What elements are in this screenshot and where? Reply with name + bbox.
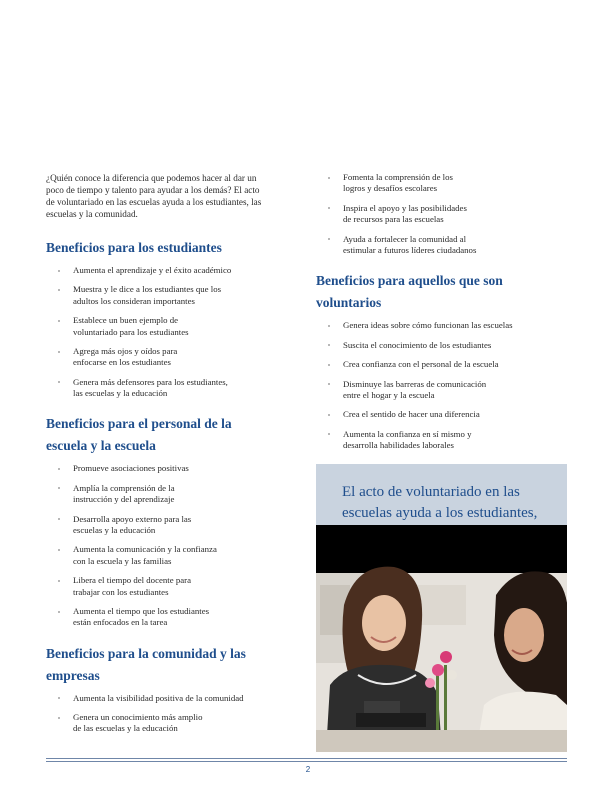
list-item: Agrega más ojos y oídos para enfocarse en los estudiantes xyxy=(46,346,270,369)
list-item: Suscita el conocimiento de los estudiantes xyxy=(316,340,568,351)
footer-rule-bottom xyxy=(46,761,567,762)
footer-rule-top xyxy=(46,758,567,759)
list-item: Genera ideas sobre cómo funcionan las escuelas xyxy=(316,320,568,331)
heading-staff: Beneficios para el personal de la escuela y la escuela xyxy=(46,416,232,454)
list-item: Muestra y le dice a los estudiantes que los adultos los consideran importantes xyxy=(46,284,270,307)
list-item: Aumenta el tiempo que los estudiantes están enfocados en la tarea xyxy=(46,606,270,629)
left-column xyxy=(46,172,270,749)
list-item: Libera el tiempo del docente para trabajar con los estudiantes xyxy=(46,575,270,598)
list-volunteers xyxy=(316,320,568,451)
list-item: Establece un buen ejemplo de voluntariado para los estudiantes xyxy=(46,315,270,338)
students-photo-illustration xyxy=(316,525,567,752)
list-item: Genera un conocimiento más amplio de las escuelas y la educación xyxy=(46,712,270,735)
list-item: Amplía la comprensión de la instrucción y del aprendizaje xyxy=(46,483,270,506)
list-item: Fomenta la comprensión de los logros y desafíos escolares xyxy=(316,172,568,195)
list-item: Promueve asociaciones positivas xyxy=(46,463,270,474)
list-community xyxy=(46,693,270,735)
pull-quote-panel xyxy=(316,464,567,525)
list-item: Aumenta la confianza en sí mismo y desarrolla habilidades laborales xyxy=(316,429,568,452)
list-item: Crea el sentido de hacer una diferencia xyxy=(316,409,568,420)
list-item: Disminuye las barreras de comunicación entre el hogar y la escuela xyxy=(316,379,568,402)
students-photo xyxy=(316,525,567,752)
heading-students: Beneficios para los estudiantes xyxy=(46,240,222,255)
pull-quote: El acto de voluntariado en las escuelas ayuda a los estudiantes, xyxy=(342,484,538,521)
list-item: Desarrolla apoyo externo para las escuelas y la educación xyxy=(46,514,270,537)
list-item: Aumenta la visibilidad positiva de la comunidad xyxy=(46,693,270,704)
heading-community: Beneficios para la comunidad y las empresas xyxy=(46,645,246,683)
heading-volunteers: Beneficios para aquellos que son voluntarios xyxy=(316,273,503,311)
list-item: Inspira el apoyo y las posibilidades de recursos para las escuelas xyxy=(316,203,568,226)
list-item: Ayuda a fortalecer la comunidad al estimular a futuros líderes ciudadanos xyxy=(316,234,568,257)
list-item: Crea confianza con el personal de la escuela xyxy=(316,359,568,370)
list-students xyxy=(46,265,270,399)
page-number: 2 xyxy=(305,765,311,774)
list-item: Aumenta el aprendizaje y el éxito académico xyxy=(46,265,270,276)
list-item: Aumenta la comunicación y la confianza con la escuela y las familias xyxy=(46,544,270,567)
list-staff xyxy=(46,463,270,628)
right-column xyxy=(316,172,568,465)
list-community-continued xyxy=(316,172,568,256)
list-item: Genera más defensores para los estudiantes, las escuelas y la educación xyxy=(46,377,270,400)
intro-paragraph: ¿Quién conoce la diferencia que podemos hacer al dar un poco de tiempo y talento para ayudar a los demás? El acto de voluntariado en las escuelas ayuda a los estudiantes, las escuelas y la comunidad. xyxy=(46,173,262,219)
